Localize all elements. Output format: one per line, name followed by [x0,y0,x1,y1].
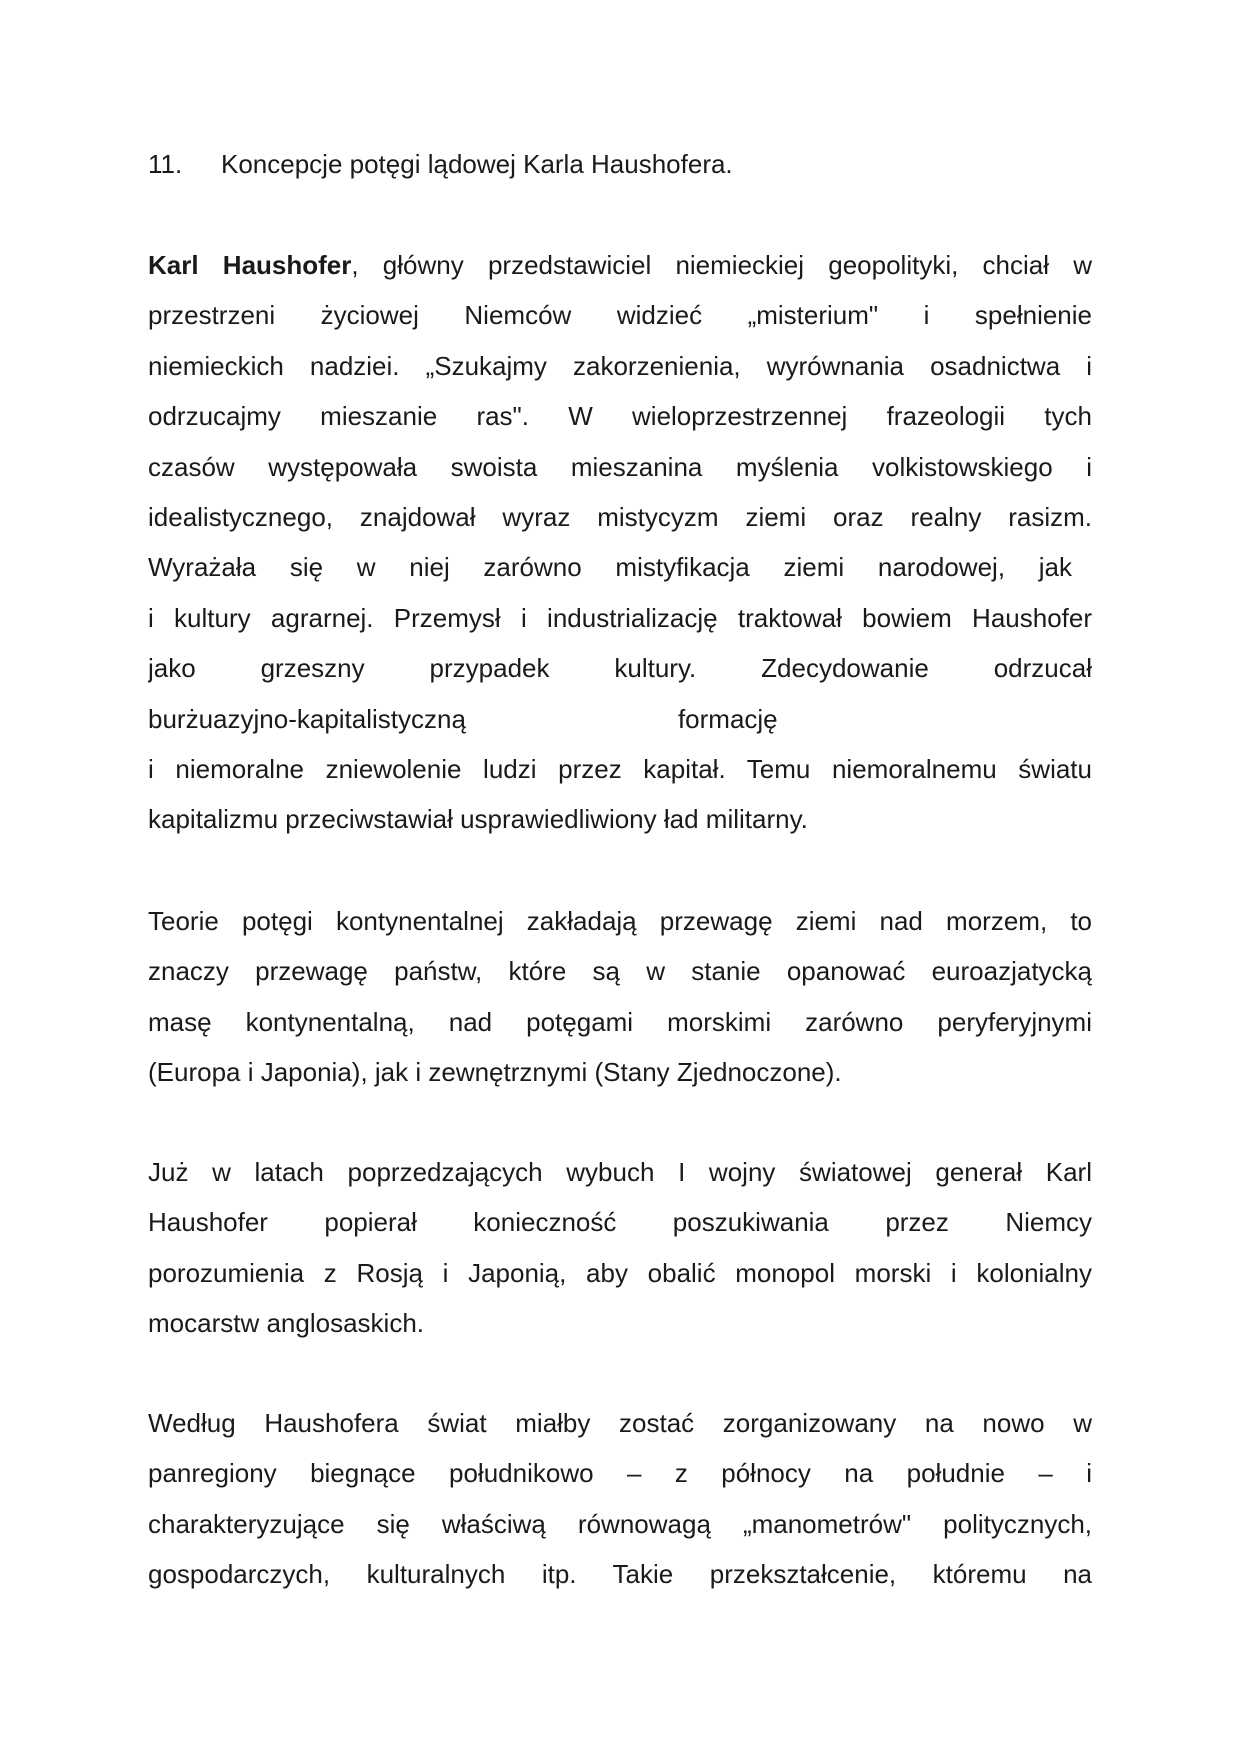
paragraph-2 [148,896,1092,1098]
paragraph-line: kapitalizmu przeciwstawiał usprawiedliwiony ład militarny. [148,804,808,835]
paragraph-line: masę kontynentalną, nad potęgami morskimi zarówno peryferyjnymi [148,1006,1092,1037]
paragraph-line: Teorie potęgi kontynentalnej zakładają przewagę ziemi nad morzem, to [148,906,1092,936]
paragraph-line: Haushofer popierał konieczność poszukiwania przez Niemcy [148,1207,1092,1238]
paragraph-line: i niemoralne zniewolenie ludzi przez kapitał. Temu niemoralnemu światu [148,753,1092,784]
bold-name: Karl Haushofer [148,250,352,280]
paragraph-line: niemieckich nadziei. „Szukajmy zakorzenienia, wyrównania osadnictwa i [148,350,1092,381]
section-title: Koncepcje potęgi lądowej Karla Haushofera. [221,149,733,179]
paragraph-line: przestrzeni życiowej Niemców widzieć „misterium" i spełnienie [148,300,1092,331]
paragraph-line: Już w latach poprzedzających wybuch I wojny światowej generał Karl [148,1157,1092,1187]
paragraph-line: panregiony biegnące południkowo – z północy na południe – i [148,1458,1092,1489]
paragraph-line: i kultury agrarnej. Przemysł i industrializację traktował bowiem Haushofer [148,602,1092,633]
paragraph-line: (Europa i Japonia), jak i zewnętrznymi (Stany Zjednoczone). [148,1057,842,1088]
paragraph-line: idealistycznego, znajdował wyraz mistycyzm ziemi oraz realny rasizm. [148,501,1092,532]
paragraph-line [148,694,1092,744]
paragraph-line: czasów występowała swoista mieszanina myślenia volkistowskiego i [148,451,1092,482]
paragraph-line: mocarstw anglosaskich. [148,1308,424,1339]
paragraph-line: znaczy przewagę państw, które są w stanie opanować euroazjatycką [148,956,1092,987]
paragraph-line [148,240,1092,290]
paragraph-line: Wyrażała się w niej zarówno mistyfikacja ziemi narodowej, jak [148,552,1072,583]
paragraph-1 [148,240,1092,845]
paragraph-line: gospodarczych, kulturalnych itp. Takie przekształcenie, któremu na [148,1559,1092,1590]
section-heading [148,146,733,182]
paragraph-3 [148,1147,1092,1349]
text-span: formację [677,703,778,734]
section-number: 11. [148,149,183,179]
text-span: , główny przedstawiciel niemieckiej geopolityki, chciał w [351,250,1092,280]
paragraph-line: porozumienia z Rosją i Japonią, aby obalić monopol morski i kolonialny [148,1257,1092,1288]
paragraph-line: odrzucajmy mieszanie ras". W wieloprzestrzennej frazeologii tych [148,401,1092,432]
paragraph-line: charakteryzujące się właściwą równowagą „manometrów" politycznych, [148,1508,1092,1539]
text-span: burżuazyjno-kapitalistyczną [148,703,466,734]
paragraph-line: jako grzeszny przypadek kultury. Zdecydowanie odrzucał [148,653,1092,684]
paragraph-4 [148,1398,1092,1600]
paragraph-line: Według Haushofera świat miałby zostać zorganizowany na nowo w [148,1408,1092,1438]
